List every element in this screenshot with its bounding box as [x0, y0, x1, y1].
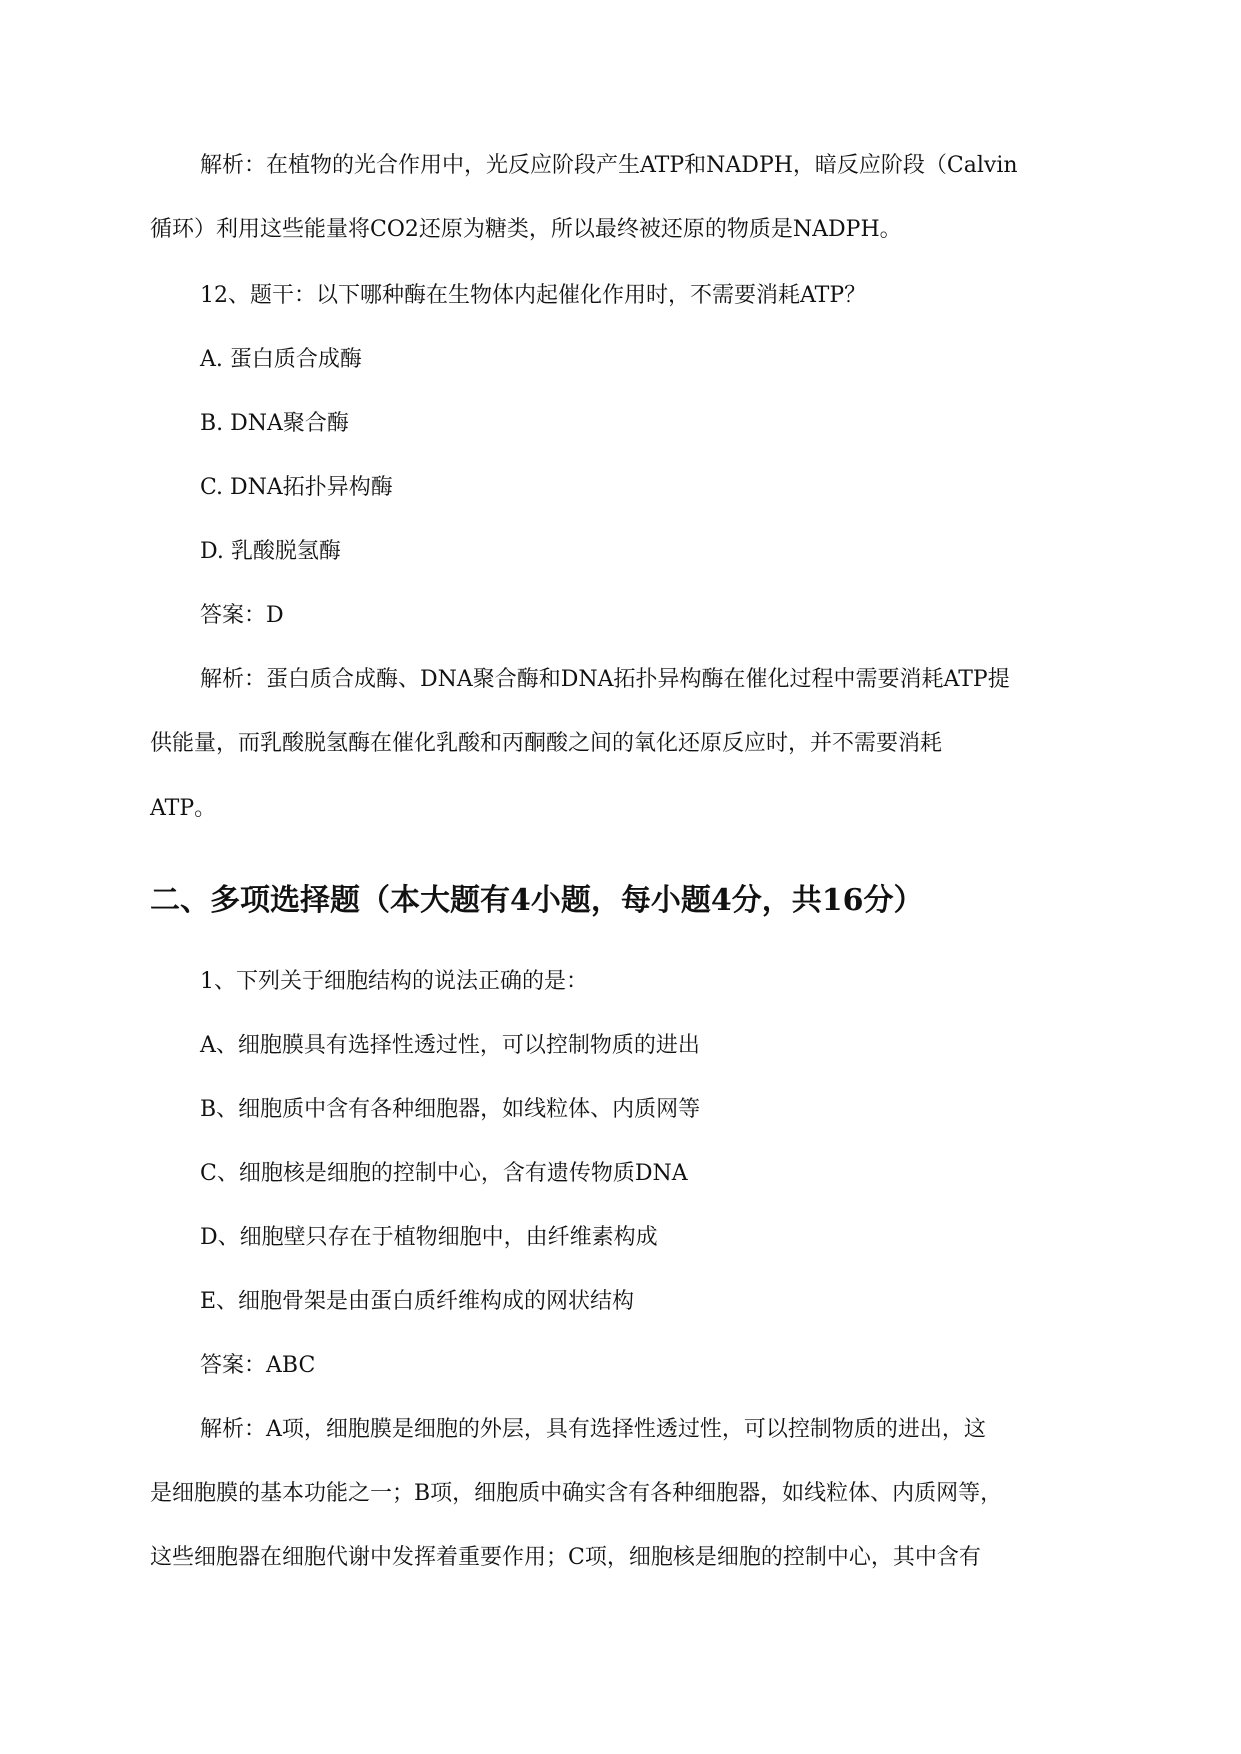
mc-q1-analysis-line-1: 解析：A项，细胞膜是细胞的外层，具有选择性透过性，可以控制物质的进出，这 [200, 1417, 986, 1442]
q12-stem: 12、题干：以下哪种酶在生物体内起催化作用时，不需要消耗ATP？ [200, 283, 867, 308]
q12-option-b: B. DNA聚合酶 [200, 411, 349, 436]
q12-analysis-line-1: 解析：蛋白质合成酶、DNA聚合酶和DNA拓扑异构酶在催化过程中需要消耗ATP提 [200, 667, 1010, 692]
mc-q1-option-d: D、细胞壁只存在于植物细胞中，由纤维素构成 [200, 1225, 658, 1250]
q11-analysis-line-1: 解析：在植物的光合作用中，光反应阶段产生ATP和NADPH，暗反应阶段（Calvin [200, 153, 1018, 178]
mc-q1-option-a: A、细胞膜具有选择性透过性，可以控制物质的进出 [200, 1033, 700, 1058]
mc-q1-option-c: C、细胞核是细胞的控制中心，含有遗传物质DNA [200, 1161, 688, 1186]
mc-q1-stem: 1、下列关于细胞结构的说法正确的是： [200, 969, 588, 994]
q12-option-d: D. 乳酸脱氢酶 [200, 539, 341, 564]
q11-analysis-line-2: 循环）利用这些能量将CO2还原为糖类，所以最终被还原的物质是NADPH。 [150, 217, 902, 242]
mc-q1-analysis-line-2: 是细胞膜的基本功能之一；B项，细胞质中确实含有各种细胞器，如线粒体、内质网等， [150, 1481, 1003, 1506]
section-heading: 二、多项选择题（本大题有4小题，每小题4分，共16分） [150, 883, 924, 918]
q12-answer: 答案：D [200, 603, 284, 628]
q12-analysis-line-3: ATP。 [150, 796, 217, 821]
mc-q1-answer: 答案：ABC [200, 1353, 316, 1378]
q12-analysis-line-2: 供能量，而乳酸脱氢酶在催化乳酸和丙酮酸之间的氧化还原反应时，并不需要消耗 [150, 731, 943, 756]
mc-q1-option-b: B、细胞质中含有各种细胞器，如线粒体、内质网等 [200, 1097, 701, 1122]
mc-q1-analysis-line-3: 这些细胞器在细胞代谢中发挥着重要作用；C项，细胞核是细胞的控制中心，其中含有 [150, 1545, 981, 1570]
q12-option-c: C. DNA拓扑异构酶 [200, 475, 393, 500]
q12-option-a: A. 蛋白质合成酶 [200, 347, 362, 372]
mc-q1-option-e: E、细胞骨架是由蛋白质纤维构成的网状结构 [200, 1289, 635, 1314]
